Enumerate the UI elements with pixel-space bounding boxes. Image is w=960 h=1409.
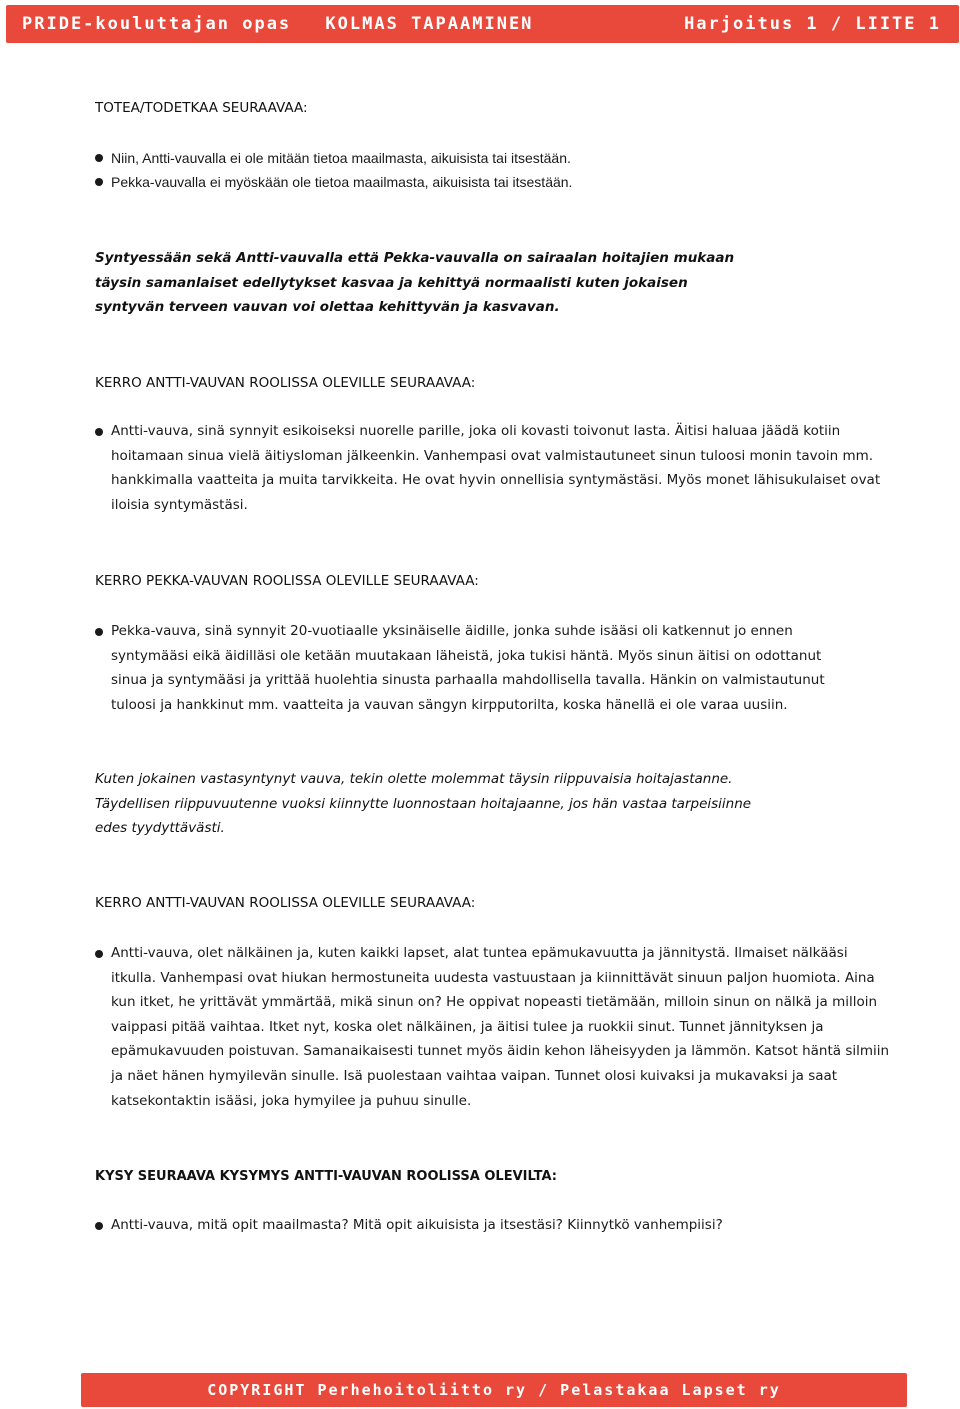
list-item: Niin, Antti-vauvalla ei ole mitään tietoa maailmasta, aikuisista tai itsestään. (95, 146, 895, 170)
question-section (95, 1168, 895, 1186)
copyright-text: COPYRIGHT Perhehoitoliitto ry / Pelastakaa Lapset ry (207, 1381, 781, 1399)
list-item: Pekka-vauva, sinä synnyit 20-vuotiaalle yksinäiselle äidille, jonka suhde isääsi oli katkennut jo ennen syntymääsi eikä äidilläsi ole ketään muutakaan läheistä, joka tukisi häntä. Myös sinun äitisi on odottanut sinua ja syntymääsi ja yrittää huolehtia sinusta parhaalla mahdollisella tavalla. Hänkin on valmistautunut tuloosi ja hankkinut mm. vaatteita ja vauvan sängyn kirpputorilta, koska hänellä ei ole varaa uusiin. (95, 619, 840, 717)
antti-heading-1: KERRO ANTTI-VAUVAN ROOLISSA OLEVILLE SEURAAVAA: (95, 375, 476, 391)
intro-bullets (95, 146, 895, 194)
list-item: Antti-vauva, mitä opit maailmasta? Mitä opit aikuisista ja itsestäsi? Kiinnytkö vanhempiisi? (95, 1213, 895, 1238)
question-bullets (95, 1213, 895, 1238)
page-footer (81, 1373, 907, 1407)
list-item: Antti-vauva, sinä synnyit esikoiseksi nuorelle parille, joka oli kovasti toivonut lasta. Äitisi haluaa jäädä kotiin hoitamaan sinua vielä äitiysloman jälkeenkin. Vanhempasi ovat valmistautuneet sinun tuloosi monin tavoin mm. hankkimalla vaatteita ja muita tarvikkeita. He ovat hyvin onnellisia syntymästäsi. Myös monet lähisukulaiset ovat iloisia syntymästäsi. (95, 419, 885, 517)
bullet-dot-icon (95, 428, 103, 436)
bullet-dot-icon (95, 154, 103, 162)
pekka-heading: KERRO PEKKA-VAUVAN ROOLISSA OLEVILLE SEURAAVAA: (95, 573, 479, 589)
statement-equal-start: Syntyessään sekä Antti-vauvalla että Pekka-vauvalla on sairaalan hoitajien mukaan täysin samanlaiset edellytykset kasvaa ja kehittyä normaalisti kuten jokaisen syntyvän terveen vauvan voi olettaa kehittyvän ja kasvavan. (95, 250, 735, 315)
bullet-dot-icon (95, 178, 103, 186)
statement-dependency: Kuten jokainen vastasyntynyt vauva, tekin olette molemmat täysin riippuvaisia hoitajastanne. Täydellisen riippuvuutenne vuoksi kiinnytte luonnostaan hoitajaanne, jos hän vastaa tarpeisiinne edes tyydyttävästi. (95, 771, 752, 836)
bullet-dot-icon (95, 628, 103, 636)
antti-section-2 (95, 894, 895, 912)
list-item: Antti-vauva, olet nälkäinen ja, kuten kaikki lapset, alat tuntea epämukavuutta ja jännitystä. Ilmaiset nälkääsi itkulla. Vanhempasi ovat hiukan hermostuneita uudesta vastuustaan ja kiinnittävät sinuun paljon huomiota. Aina kun itket, he yrittävät ymmärtää, mikä sinun on? He oppivat nopeasti tietämään, milloin sinun on nälkä ja milloin vaippasi pitää vaihtaa. Itket nyt, koska olet nälkäinen, ja äitisi tulee ja ruokkii sinut. Tunnet jännityksen ja epämukavuuden poistuvan. Samanaikaisesti tunnet myös äidin kehon läheisyyden ja lämmön. Katsot häntä silmiin ja näet hänen hymyilevän sinulle. Isä puolestaan vaihtaa vaipan. Tunnet olosi kuivaksi ja mukavaksi ja saat katsekontaktin isääsi, joka hymyilee ja puhuu sinulle. (95, 941, 895, 1113)
exercise-label: Harjoitus 1 / LIITE 1 (684, 14, 941, 34)
intro-heading: TOTEA/TODETKAA SEURAAVAA: (95, 100, 308, 116)
pekka-bullets (95, 619, 840, 717)
antti-bullets-1 (95, 419, 885, 517)
header-left (22, 14, 533, 34)
antti-bullets-2 (95, 941, 895, 1113)
antti-section-1 (95, 374, 895, 392)
bullet-dot-icon (95, 950, 103, 958)
page-header (6, 5, 959, 43)
pekka-section (95, 572, 895, 590)
meeting-title: KOLMAS TAPAAMINEN (325, 14, 534, 34)
antti-heading-2: KERRO ANTTI-VAUVAN ROOLISSA OLEVILLE SEURAAVAA: (95, 895, 476, 911)
question-heading: KYSY SEURAAVA KYSYMYS ANTTI-VAUVAN ROOLISSA OLEVILTA: (95, 1169, 557, 1184)
bullet-dot-icon (95, 1222, 103, 1230)
intro-section (95, 99, 895, 117)
guide-title: PRIDE-kouluttajan opas (22, 14, 292, 34)
list-item: Pekka-vauvalla ei myöskään ole tietoa maailmasta, aikuisista tai itsestään. (95, 170, 895, 194)
